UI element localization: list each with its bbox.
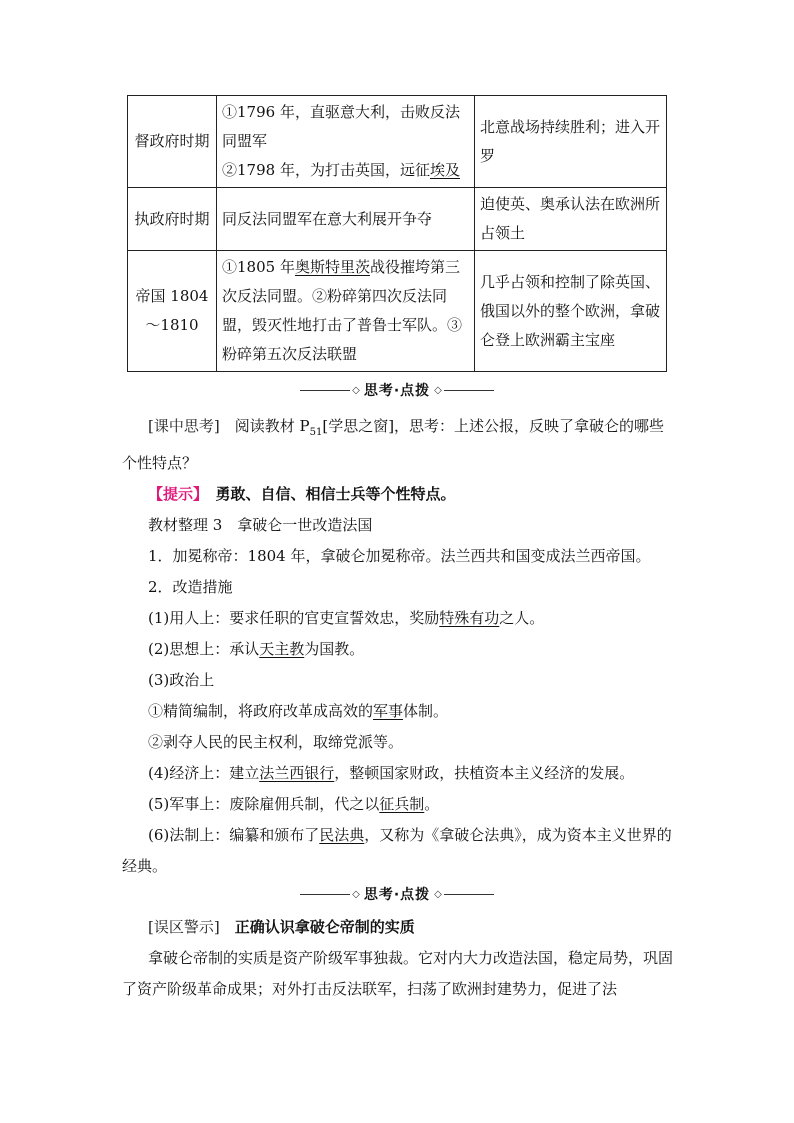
section-divider: [0, 884, 794, 904]
events-cell: [217, 96, 475, 188]
list-item: (4)经济上：建立法兰西银行，整顿国家财政，扶植资本主义经济的发展。: [148, 764, 635, 782]
event-line: 同反法同盟军在意大利展开争夺: [222, 209, 433, 228]
divider-line: [300, 894, 350, 895]
list-item: (5)军事上：废除雇佣兵制，代之以征兵制。: [148, 795, 440, 813]
tip-label: 【提示】: [148, 485, 201, 503]
list-item: (6)法制上：编纂和颁布了民法典，又称为《拿破仑法典》，成为资本主义世界的经典。: [122, 826, 672, 875]
result-cell: 迫使英、奥承认法在欧洲所占领土: [475, 188, 667, 251]
list-item: (1)用人上：要求任职的官吏宣誓效忠，奖励特殊有功之人。: [148, 609, 545, 627]
warning-title: 正确认识拿破仑帝制的实质: [234, 918, 415, 936]
tip-text: 勇敢、自信、相信士兵等个性特点。: [215, 485, 456, 503]
diamond-icon: ◇: [434, 888, 442, 900]
think-paragraph: [课中思考] 阅读教材 $P_{51}$[学思之窗]，思考：上述公报，反映了拿破仑的哪些个性特点？: [122, 417, 665, 472]
period-cell: 执政府时期: [128, 188, 217, 251]
warning-label: [误区警示]: [148, 918, 220, 936]
period-cell: 帝国 1804～1810: [128, 251, 217, 372]
divider-line: [444, 390, 494, 391]
warning-paragraph: 拿破仑帝制的实质是资产阶级军事独裁。它对内大力改造法国，稳定局势，巩固了资产阶级革命成果；对外打击反法联军，扫荡了欧洲封建势力，促进了法: [122, 949, 674, 998]
list-item: (3)政治上: [148, 671, 215, 689]
event-line: ①1796 年，直驱意大利，击败反法同盟军: [222, 103, 460, 150]
table-body: [128, 96, 667, 372]
divider-line: [444, 894, 494, 895]
warning-heading: [122, 912, 678, 943]
result-cell: 几乎占领和控制了除英国、俄国以外的整个欧洲，拿破仑登上欧洲霸主宝座: [475, 251, 667, 372]
divider-line: [300, 390, 350, 391]
table-row: [128, 96, 667, 188]
section-heading: 教材整理 3 拿破仑一世改造法国: [148, 516, 373, 534]
event-line: ①1805 年奥斯特里茨战役摧垮第三次反法同盟。②粉碎第四次反法同盟，毁灭性地打击了普鲁士军队。③粉碎第五次反法联盟: [222, 258, 463, 363]
list-item: ①精简编制，将政府改革成高效的军事体制。: [148, 702, 449, 720]
list-item: ②剥夺人民的民主权利，取缔党派等。: [148, 733, 404, 751]
divider-label: 思考·点拨: [363, 887, 431, 903]
warning-section: [122, 912, 678, 1005]
list-item: 1．加冕称帝：1804 年，拿破仑加冕称帝。法兰西共和国变成法兰西帝国。: [148, 547, 651, 565]
table-row: [128, 251, 667, 372]
events-cell: [217, 251, 475, 372]
list-item: (2)思想上：承认天主教为国教。: [148, 640, 365, 658]
think-label: [课中思考]: [148, 417, 220, 435]
tip-paragraph: [122, 479, 678, 510]
period-cell: 督政府时期: [128, 96, 217, 188]
diamond-icon: ◇: [434, 384, 442, 396]
list-item: 2．改造措施: [148, 578, 233, 596]
result-cell: 北意战场持续胜利；进入开罗: [475, 96, 667, 188]
divider-label: 思考·点拨: [363, 383, 431, 399]
think-section: [122, 411, 678, 882]
events-cell: [217, 188, 475, 251]
history-table: [127, 95, 667, 372]
diamond-icon: ◇: [352, 888, 360, 900]
diamond-icon: ◇: [352, 384, 360, 396]
event-line: ②1798 年，为打击英国，远征埃及: [222, 161, 460, 179]
table-row: [128, 188, 667, 251]
section-divider: [0, 380, 794, 400]
